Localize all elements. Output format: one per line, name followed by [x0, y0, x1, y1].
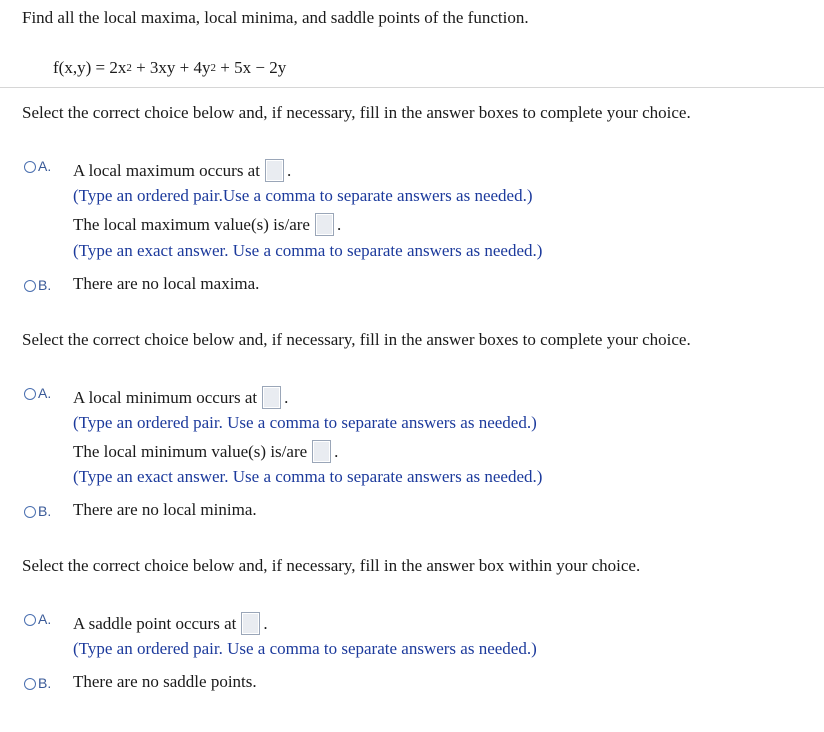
saddle-option-a-text: A saddle point occurs at: [73, 614, 237, 633]
period: .: [284, 388, 289, 407]
period: .: [286, 161, 292, 180]
maxima-value-input[interactable]: [315, 213, 334, 236]
saddle-option-b-radio[interactable]: [24, 678, 36, 690]
divider: [0, 87, 824, 88]
saddle-option-b-text: There are no saddle points.: [73, 672, 257, 691]
maxima-value-text: The local maximum value(s) is/are: [73, 215, 310, 234]
saddle-option-a-letter: A.: [38, 611, 52, 627]
maxima-option-a-text: A local maximum occurs at: [73, 161, 260, 180]
minima-option-b-radio[interactable]: [24, 506, 36, 518]
maxima-instruction: Select the correct choice below and, if necessary, fill in the answer boxes to complete your choice.: [22, 103, 691, 122]
minima-value-text: The local minimum value(s) is/are: [73, 442, 308, 461]
saddle-point-input[interactable]: [241, 612, 260, 635]
function-expression: [53, 58, 286, 78]
question-prompt: Find all the local maxima, local minima, and saddle points of the function.: [22, 8, 529, 27]
period: .: [263, 614, 268, 633]
maxima-option-b-text: There are no local maxima.: [73, 274, 260, 293]
minima-option-a-letter: A.: [38, 385, 52, 401]
saddle-hint-1: (Type an ordered pair. Use a comma to separate answers as needed.): [73, 639, 537, 658]
function-part: + 3xy + 4y: [131, 58, 211, 77]
maxima-option-a-letter: A.: [38, 158, 52, 174]
exponent: 2: [126, 62, 132, 74]
function-part: + 5x − 2y: [216, 58, 287, 77]
saddle-instruction: Select the correct choice below and, if necessary, fill in the answer box within your choice.: [22, 556, 641, 575]
minima-hint-2: (Type an exact answer. Use a comma to separate answers as needed.): [73, 467, 543, 486]
minima-option-a-line2: [73, 440, 338, 463]
minima-option-b-letter: B.: [38, 503, 52, 519]
maxima-option-a-line1: [73, 159, 291, 182]
minima-option-a-text: A local minimum occurs at: [73, 388, 258, 407]
minima-option-b-text: There are no local minima.: [73, 500, 257, 519]
saddle-option-a-line1: [73, 612, 268, 635]
period: .: [336, 215, 342, 234]
minima-instruction: Select the correct choice below and, if necessary, fill in the answer boxes to complete your choice.: [22, 330, 691, 349]
minima-hint-1: (Type an ordered pair. Use a comma to separate answers as needed.): [73, 413, 537, 432]
exponent: 2: [210, 62, 217, 74]
saddle-option-a-radio[interactable]: [24, 614, 36, 626]
maxima-option-b-radio[interactable]: [24, 280, 36, 292]
maxima-hint-1: (Type an ordered pair.Use a comma to separate answers as needed.): [73, 186, 533, 205]
maxima-point-input[interactable]: [265, 159, 284, 182]
minima-point-input[interactable]: [262, 386, 281, 409]
minima-value-input[interactable]: [312, 440, 331, 463]
period: .: [334, 442, 339, 461]
saddle-option-b-letter: B.: [38, 675, 52, 691]
maxima-option-b-letter: B.: [38, 277, 52, 293]
maxima-option-a-radio[interactable]: [24, 161, 36, 173]
function-part: f(x,y) = 2x: [53, 58, 127, 77]
maxima-option-a-line2: [73, 213, 341, 236]
maxima-hint-2: (Type an exact answer. Use a comma to separate answers as needed.): [73, 241, 543, 260]
minima-option-a-radio[interactable]: [24, 388, 36, 400]
minima-option-a-line1: [73, 386, 288, 409]
